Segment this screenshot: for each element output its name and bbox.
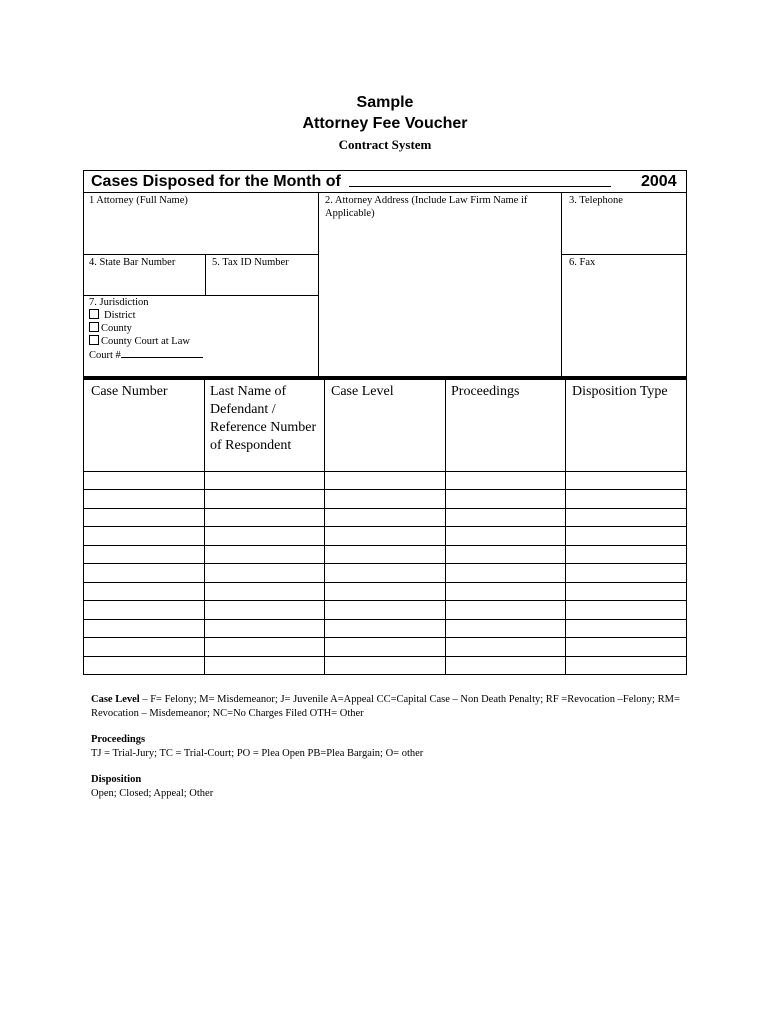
header-subtitle: Contract System bbox=[338, 137, 432, 152]
divider bbox=[318, 192, 319, 376]
col-case-number: Case Number bbox=[91, 384, 168, 399]
col-case-level: Case Level bbox=[331, 384, 394, 399]
court-number-label: Court # bbox=[89, 350, 121, 361]
col-defendant: Last Name of Defendant / Reference Number of Respondent bbox=[210, 384, 317, 453]
county-checkbox[interactable] bbox=[89, 322, 99, 332]
county-court-label: County Court at Law bbox=[101, 336, 190, 347]
table-row-line bbox=[83, 508, 687, 509]
divider bbox=[83, 254, 318, 255]
county-label: County bbox=[101, 323, 132, 334]
table-row-line bbox=[83, 545, 687, 546]
table-row-line bbox=[83, 471, 687, 472]
table-row-line bbox=[83, 526, 687, 527]
table-row-line bbox=[83, 656, 687, 657]
divider bbox=[561, 192, 562, 376]
thick-divider bbox=[83, 376, 687, 380]
county-court-checkbox[interactable] bbox=[89, 335, 99, 345]
attorney-address-label: 2. Attorney Address (Include Law Firm Name if Applicable) bbox=[325, 195, 528, 219]
form-title-year: 2004 bbox=[641, 173, 677, 190]
proceedings-title: Proceedings bbox=[91, 734, 146, 745]
jurisdiction-label: 7. Jurisdiction bbox=[89, 297, 149, 308]
disposition-text: Open; Closed; Appeal; Other bbox=[91, 788, 214, 799]
divider bbox=[445, 380, 446, 675]
divider bbox=[565, 380, 566, 675]
table-row-line bbox=[83, 619, 687, 620]
form-title-prefix: Cases Disposed for the Month of bbox=[91, 173, 341, 190]
county-option[interactable] bbox=[89, 322, 132, 335]
header-sample: Sample bbox=[356, 94, 414, 111]
table-row-line bbox=[83, 600, 687, 601]
col-disposition-type: Disposition Type bbox=[572, 384, 668, 399]
table-row-line bbox=[83, 582, 687, 583]
form-title bbox=[91, 172, 611, 192]
month-blank[interactable] bbox=[349, 172, 611, 187]
telephone-label: 3. Telephone bbox=[569, 195, 623, 206]
divider bbox=[324, 380, 325, 675]
proceedings-legend bbox=[91, 733, 691, 761]
court-number[interactable] bbox=[89, 348, 203, 362]
case-level-text: – F= Felony; M= Misdemeanor; J= Juvenile A=Appeal CC=Capital Case – Non Death Penalty; RF =Revocation –Felony; RM= Revocation – Misdemeanor; NC=No Charges Filed OTH= Other bbox=[91, 694, 680, 719]
divider bbox=[205, 254, 206, 295]
divider bbox=[83, 192, 687, 193]
court-number-blank[interactable] bbox=[121, 348, 203, 358]
table-row-line bbox=[83, 489, 687, 490]
district-option[interactable] bbox=[89, 309, 136, 322]
tax-id-label: 5. Tax ID Number bbox=[212, 257, 289, 268]
proceedings-text: TJ = Trial-Jury; TC = Trial-Court; PO = Plea Open PB=Plea Bargain; O= other bbox=[91, 748, 424, 759]
county-court-option[interactable] bbox=[89, 335, 190, 348]
table-row-line bbox=[83, 563, 687, 564]
case-level-legend bbox=[91, 693, 691, 721]
col-proceedings: Proceedings bbox=[451, 384, 520, 399]
attorney-name-label: 1 Attorney (Full Name) bbox=[89, 195, 188, 206]
district-checkbox[interactable] bbox=[89, 309, 99, 319]
disposition-title: Disposition bbox=[91, 774, 142, 785]
table-row-line bbox=[83, 637, 687, 638]
case-level-title: Case Level bbox=[91, 694, 140, 705]
state-bar-label: 4. State Bar Number bbox=[89, 257, 176, 268]
fax-label: 6. Fax bbox=[569, 257, 596, 268]
divider bbox=[204, 380, 205, 675]
district-label: District bbox=[104, 310, 136, 321]
header-title: Attorney Fee Voucher bbox=[302, 115, 468, 132]
divider bbox=[561, 254, 687, 255]
disposition-legend bbox=[91, 773, 691, 801]
